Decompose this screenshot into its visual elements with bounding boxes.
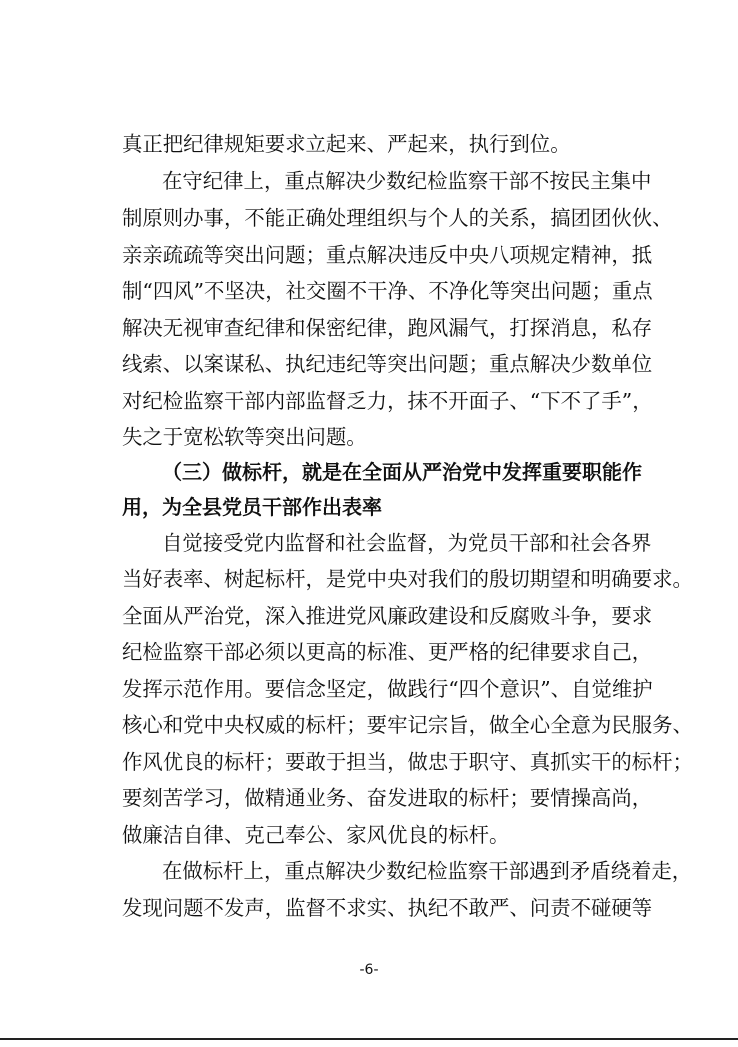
text-line: 解决无视审查纪律和保密纪律，跑风漏气，打探消息，私存: [122, 316, 653, 340]
text-line: 作风优良的标杆；要敢于担当，做忠于职守、真抓实干的标杆；: [122, 750, 693, 774]
text-line: 全面从严治党，深入推进党风廉政建设和反腐败斗争，要求: [122, 604, 653, 628]
text-line: 在守纪律上，重点解决少数纪检监察干部不按民主集中: [162, 169, 652, 193]
text-line: 核心和党中央权威的标杆；要牢记宗旨，做全心全意为民服务、: [122, 713, 693, 737]
text-line: 发现问题不发声，监督不求实、执纪不敢严、问责不碰硬等: [122, 896, 653, 920]
text-line: 亲亲疏疏等突出问题；重点解决违反中央八项规定精神，抵: [122, 243, 653, 267]
section-heading-line: 用，为全县党员干部作出表率: [122, 495, 382, 519]
text-line: 发挥示范作用。要信念坚定，做践行“四个意识”、自觉维护: [122, 677, 653, 701]
bottom-divider: [0, 1038, 738, 1040]
text-line: 当好表率、树起标杆，是党中央对我们的殷切期望和明确要求。: [122, 567, 693, 591]
text-line: 制原则办事，不能正确处理组织与个人的关系，搞团团伙伙、: [122, 206, 673, 230]
text-line: 要刻苦学习，做精通业务、奋发进取的标杆；要情操高尚，: [122, 786, 653, 810]
text-line: 制“四风”不坚决，社交圈不干净、不净化等突出问题；重点: [122, 279, 653, 303]
text-line: 真正把纪律规矩要求立起来、严起来，执行到位。: [122, 132, 571, 156]
text-line: 做廉洁自律、克己奉公、家风优良的标杆。: [122, 823, 510, 847]
text-line: 纪检监察干部必须以更高的标准、更严格的纪律要求自己，: [122, 640, 653, 664]
text-line: 线索、以案谋私、执纪违纪等突出问题；重点解决少数单位: [122, 352, 653, 376]
text-line: 自觉接受党内监督和社会监督，为党员干部和社会各界: [162, 531, 652, 555]
section-heading-line: （三）做标杆，就是在全面从严治党中发挥重要职能作: [162, 460, 642, 484]
text-line: 失之于宽松软等突出问题。: [122, 425, 367, 449]
text-line: 对纪检监察干部内部监督乏力，抹不开面子、“下不了手”，: [122, 389, 653, 413]
page-number: -6-: [359, 962, 379, 978]
text-line: 在做标杆上，重点解决少数纪检监察干部遇到矛盾绕着走，: [162, 859, 693, 883]
